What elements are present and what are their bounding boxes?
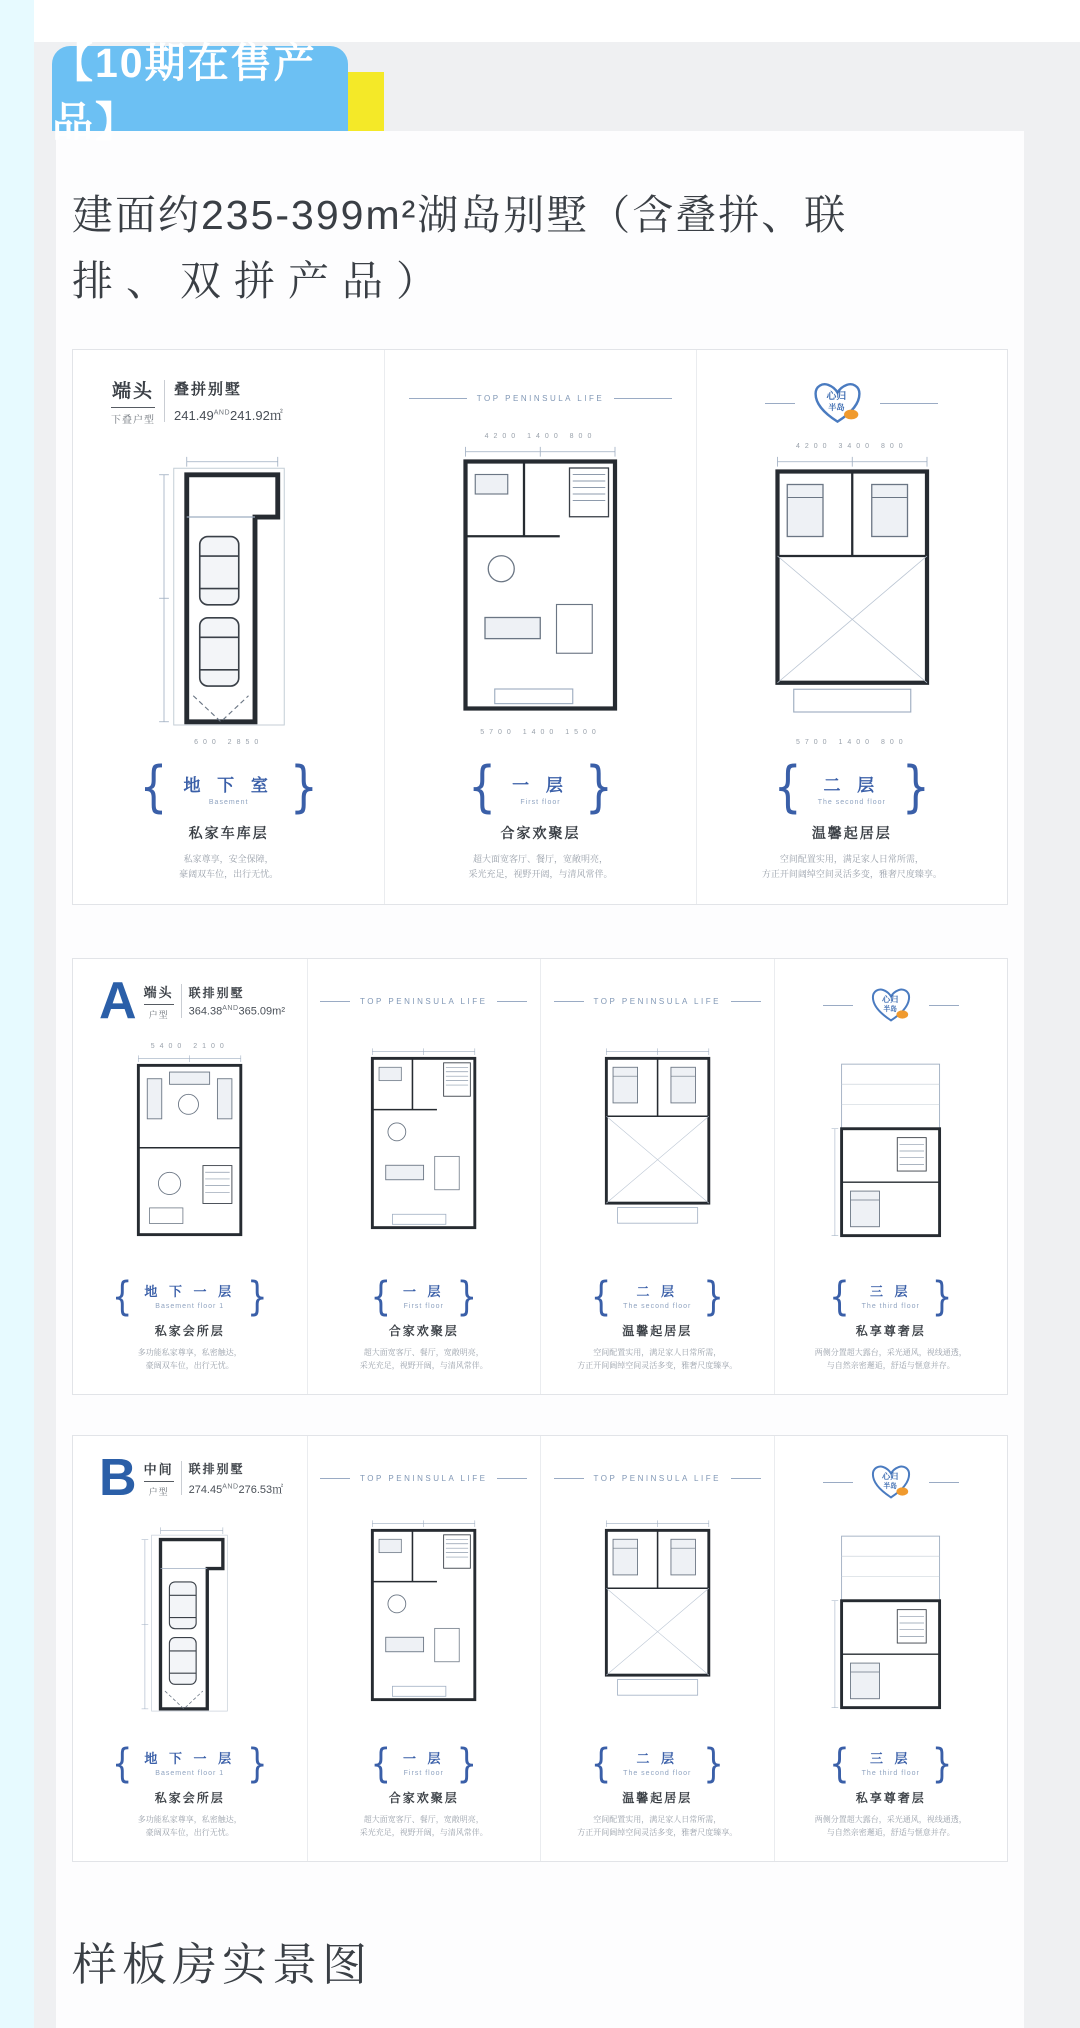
brace-left-icon: {	[111, 1738, 133, 1787]
brand-ribbon	[320, 1470, 527, 1486]
unit-type-block	[189, 984, 285, 1018]
floor-title: 地 下 室	[183, 775, 274, 795]
floor-plan	[549, 1486, 766, 1745]
floor-title: 二 层	[636, 1284, 679, 1300]
floor-plan-drawing	[151, 452, 307, 738]
floorplan-panel-floor2	[540, 959, 774, 1394]
unit-type-name: 叠拼别墅	[174, 381, 243, 398]
svg-text:半岛: 半岛	[883, 1005, 897, 1013]
ribbon-text: TOP PENINSULA LIFE	[360, 996, 488, 1006]
floor-function-name: 合家欢聚层	[500, 825, 581, 842]
floor-description: 两侧分置超大露台，采光通风，视线通透， 与自然亲密邂逅，舒适与惬意并存。	[814, 1347, 967, 1370]
unit-tag: 中间	[144, 1459, 174, 1482]
floorplan-row-unit-B	[72, 1435, 1008, 1862]
floor-title: 二 层	[823, 775, 881, 795]
page-left-strip	[0, 0, 34, 2028]
logo-line	[765, 403, 795, 404]
floor-function-name: 私家会所层	[154, 1790, 225, 1805]
floor-label	[577, 1738, 738, 1839]
brace-right-icon: }	[584, 755, 613, 820]
ribbon-text: TOP PENINSULA LIFE	[593, 1473, 721, 1483]
floor-description: 多功能私家尊享，私密触达， 豪阔双车位，出行无忧。	[137, 1347, 242, 1370]
floor-function-name: 合家欢聚层	[388, 1790, 459, 1805]
brace-right-icon: }	[931, 1738, 953, 1787]
floor-title: 一 层	[512, 775, 569, 795]
unit-tag-sub: 户型	[148, 1009, 169, 1020]
unit-tag: 端头	[111, 376, 155, 408]
floor-description: 空间配置实用，满足家人日常所需， 方正开间阔绰空间灵活多变，雅奢尺度臻享。	[761, 854, 942, 880]
brace-right-icon: }	[247, 1738, 268, 1787]
floor-plan	[316, 1486, 533, 1745]
floor-plan-drawing	[593, 1045, 722, 1241]
unit-type-name: 联排别墅	[188, 1461, 245, 1476]
heart-logo	[869, 1463, 913, 1501]
floor-title-en: First floor	[403, 1303, 444, 1311]
floor-title-en: The second floor	[623, 1770, 692, 1778]
ribbon-line	[320, 1001, 350, 1002]
floor-description: 多功能私家尊享，私密触达， 豪阔双车位，出行无忧。	[137, 1814, 242, 1837]
heart-logo	[869, 986, 913, 1024]
unit-tag-block	[144, 1459, 174, 1498]
floor-title-en: The third floor	[861, 1303, 920, 1311]
brand-ribbon	[554, 1470, 761, 1486]
floor-label	[468, 755, 613, 882]
dimension-labels-top: 4200 3400 800	[795, 443, 908, 451]
heart-logo	[811, 380, 864, 426]
svg-text:半岛: 半岛	[828, 403, 845, 413]
brace-left-icon: {	[370, 1738, 391, 1787]
floor-plan	[81, 1500, 299, 1744]
page-title	[72, 182, 1008, 315]
ribbon-text: TOP PENINSULA LIFE	[476, 393, 605, 403]
floor-label	[814, 1738, 967, 1839]
unit-spec-header	[111, 376, 283, 426]
floor-title-en: Basement floor 1	[155, 1303, 225, 1311]
unit-area: $241.49^{AND}241.92㎡$	[174, 408, 283, 423]
brace-left-icon: {	[111, 1271, 133, 1320]
floor-title-en: Basement	[208, 798, 249, 806]
floor-plan	[783, 1502, 1000, 1745]
floorplan-row-stack-villa	[72, 349, 1008, 905]
ribbon-line	[409, 398, 467, 399]
unit-area: $274.45^{AND}276.53㎡$	[188, 1482, 284, 1496]
floor-title: 三 层	[869, 1284, 912, 1300]
floor-label	[139, 755, 318, 882]
floor-title-en: The second floor	[817, 798, 886, 806]
logo-line	[880, 403, 938, 404]
floor-title: 地 下 一 层	[144, 1751, 236, 1767]
ribbon-line	[320, 1478, 350, 1479]
floor-title: 三 层	[869, 1751, 912, 1767]
ribbon-text: TOP PENINSULA LIFE	[593, 996, 721, 1006]
dimension-labels-bottom: 5700 1400 800	[795, 739, 908, 747]
ribbon-line	[554, 1001, 584, 1002]
brace-right-icon: }	[289, 755, 318, 820]
ribbon-text: TOP PENINSULA LIFE	[360, 1473, 488, 1483]
floorplan-panel-basement1	[73, 1436, 307, 1861]
floor-title-en: First floor	[520, 798, 561, 806]
floor-description: 超大面宽客厅、餐厅，宽敞明亮， 采光充足，视野开阔，与清风常伴。	[359, 1347, 488, 1370]
unit-tag: 端头	[144, 982, 174, 1005]
floor-plan	[549, 1009, 766, 1278]
brace-right-icon: }	[931, 1271, 953, 1320]
brand-ribbon	[320, 993, 527, 1009]
unit-area: $364.38^{AND}365.09m^2$	[188, 1005, 285, 1018]
floor-label	[359, 1271, 488, 1372]
floor-description: 空间配置实用，满足家人日常所需， 方正开间阔绰空间灵活多变，雅奢尺度臻享。	[577, 1347, 738, 1370]
floor-plan-drawing	[826, 1053, 955, 1249]
brace-right-icon: }	[703, 1738, 724, 1787]
logo-line	[823, 1005, 853, 1006]
svg-text:心归: 心归	[881, 994, 898, 1004]
floor-plan	[81, 426, 376, 764]
floorplan-panel-floor2	[540, 1436, 774, 1861]
floor-plan	[783, 1025, 1000, 1278]
floor-plan	[393, 406, 687, 764]
unit-type-name: 联排别墅	[188, 986, 245, 1001]
unit-spec-header	[99, 1449, 284, 1507]
floor-label	[814, 1271, 967, 1372]
header-divider	[181, 984, 182, 1018]
floorplan-panel-floor1	[307, 959, 541, 1394]
floor-plan-drawing	[136, 1524, 243, 1720]
floor-description: 空间配置实用，满足家人日常所需， 方正开间阔绰空间灵活多变，雅奢尺度臻享。	[577, 1814, 738, 1837]
unit-type-block	[174, 378, 283, 424]
floor-plan-drawing	[758, 452, 947, 738]
floor-title: 一 层	[402, 1284, 445, 1300]
brace-left-icon: {	[370, 1271, 391, 1320]
floorplan-panel-basement	[73, 350, 384, 904]
unit-tag-block	[111, 376, 155, 426]
floorplan-panel-floor3	[774, 959, 1008, 1394]
floor-title-en: The third floor	[861, 1770, 920, 1778]
floor-plan	[81, 1023, 299, 1277]
dimension-labels-bottom: 600 2850	[194, 739, 264, 747]
floor-function-name: 合家欢聚层	[388, 1323, 459, 1338]
brace-right-icon: }	[456, 1738, 477, 1787]
header-divider	[181, 1461, 182, 1495]
dimension-labels-top: 5400 2100	[150, 1043, 229, 1051]
floor-function-name: 温馨起居层	[622, 1323, 693, 1338]
floor-description: 超大面宽客厅、餐厅，宽敞明亮， 采光充足，视野开阔，与清风常伴。	[468, 854, 613, 880]
floor-title: 一 层	[402, 1751, 445, 1767]
floorplan-panel-floor1	[384, 350, 695, 904]
floorplan-row-unit-A	[72, 958, 1008, 1395]
brace-right-icon: }	[901, 755, 930, 820]
svg-text:半岛: 半岛	[883, 1482, 897, 1490]
floor-plan-drawing	[826, 1525, 955, 1721]
floorplan-panel-basement1	[73, 959, 307, 1394]
floorplan-panel-floor3	[774, 1436, 1008, 1861]
floor-description: 超大面宽客厅、餐厅，宽敞明亮， 采光充足，视野开阔，与清风常伴。	[359, 1814, 488, 1837]
floor-title: 二 层	[636, 1751, 679, 1767]
ribbon-line	[554, 1478, 584, 1479]
logo-line	[929, 1005, 959, 1006]
floor-plan-drawing	[125, 1052, 254, 1248]
floor-plan-drawing	[593, 1517, 722, 1713]
brace-left-icon: {	[590, 1271, 612, 1320]
unit-letter: A	[99, 972, 137, 1030]
brand-ribbon	[409, 390, 672, 406]
unit-tag-block	[144, 982, 174, 1021]
floor-function-name: 私家会所层	[154, 1323, 225, 1338]
ribbon-line	[614, 398, 672, 399]
floor-function-name: 私享尊奢层	[855, 1323, 926, 1338]
brace-left-icon: {	[829, 1738, 850, 1787]
floor-title: 地 下 一 层	[144, 1284, 236, 1300]
brand-logo-row	[765, 380, 938, 426]
floor-function-name: 温馨起居层	[811, 825, 892, 842]
floor-plan-drawing	[359, 1045, 488, 1241]
floor-label	[111, 1271, 268, 1372]
floor-description: 两侧分置超大露台，采光通风，视线通透， 与自然亲密邂逅，舒适与惬意并存。	[814, 1814, 967, 1837]
brace-right-icon: }	[247, 1271, 268, 1320]
floorplan-panel-floor2	[696, 350, 1007, 904]
dimension-labels-top: 4200 1400 800	[484, 433, 597, 441]
brace-left-icon: {	[590, 1738, 612, 1787]
svg-text:心归: 心归	[881, 1471, 898, 1481]
section-banner	[52, 39, 348, 145]
floor-plan	[316, 1009, 533, 1278]
brand-logo-row	[823, 1462, 959, 1502]
svg-text:心归: 心归	[826, 391, 847, 403]
brace-left-icon: {	[829, 1271, 850, 1320]
page-title-line2: 排、双拼产品）	[72, 258, 450, 305]
banner-yellow-accent	[346, 72, 384, 131]
brace-left-icon: {	[773, 755, 802, 820]
header-divider	[164, 380, 165, 422]
brace-left-icon: {	[468, 755, 497, 820]
logo-line	[929, 1482, 959, 1483]
brace-right-icon: }	[456, 1271, 477, 1320]
floor-function-name: 私享尊奢层	[855, 1790, 926, 1805]
floor-title-en: Basement floor 1	[155, 1770, 225, 1778]
brand-logo-row	[823, 985, 959, 1025]
floor-title-en: First floor	[403, 1770, 444, 1778]
unit-tag-sub: 户型	[148, 1486, 169, 1497]
unit-spec-header	[99, 972, 285, 1030]
page-title-line1: 建面约235-399m²湖岛别墅（含叠拼、联	[72, 192, 848, 238]
logo-line	[823, 1482, 853, 1483]
floor-function-name: 私家车库层	[188, 825, 269, 842]
floor-description: 私家尊享，安全保障， 豪阔双车位，出行无忧。	[179, 854, 279, 880]
unit-letter: B	[99, 1449, 137, 1507]
brand-ribbon	[554, 993, 761, 1009]
ribbon-line	[731, 1478, 761, 1479]
floor-label	[577, 1271, 738, 1372]
floor-label	[359, 1738, 488, 1839]
floor-function-name: 温馨起居层	[622, 1790, 693, 1805]
floor-title-en: The second floor	[623, 1303, 692, 1311]
unit-tag-sub: 下叠户型	[111, 415, 155, 426]
floor-label	[111, 1738, 268, 1839]
floor-plan	[705, 426, 999, 764]
section-title-showroom: 样板房实景图	[72, 1939, 373, 1990]
ribbon-line	[497, 1478, 527, 1479]
floor-plan-drawing	[446, 442, 635, 728]
floor-label	[761, 755, 942, 882]
brace-right-icon: }	[703, 1271, 724, 1320]
brace-left-icon: {	[139, 755, 168, 820]
ribbon-line	[497, 1001, 527, 1002]
dimension-labels-bottom: 5700 1400 1500	[480, 729, 601, 737]
unit-type-block	[189, 1460, 284, 1497]
banner-label: 【10期在售产品】	[52, 39, 317, 145]
floorplan-panel-floor1	[307, 1436, 541, 1861]
ribbon-line	[731, 1001, 761, 1002]
floor-plan-drawing	[359, 1517, 488, 1713]
